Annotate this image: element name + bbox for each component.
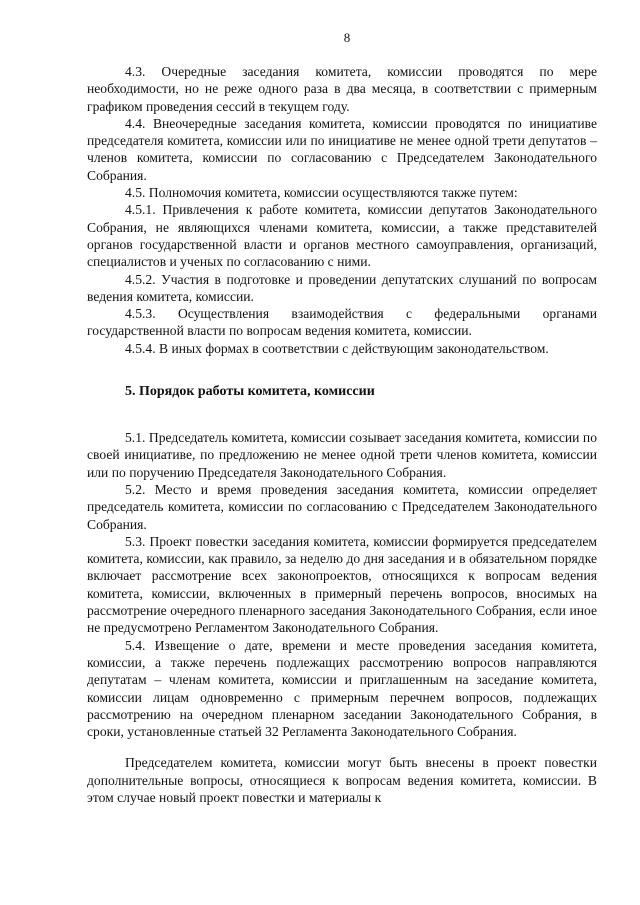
paragraph-5-3: 5.3. Проект повестки заседания комитета, комиссии формируется председателем комитета, комиссии, как правило, за неделю до дня заседания и в обязательном порядке включает рассмотрение всех законопроектов, относящихся к вопросам ведения комитета, комиссии, включенных в примерный перечень вопросов, вносимых на рассмотрение очередного пленарного заседания Законодательного Собрания, если иное не предусмотрено Регламентом Законодательного Собрания. — [87, 533, 597, 636]
paragraph-4-3: 4.3. Очередные заседания комитета, комиссии проводятся по мере необходимости, но не реже одного раза в два месяца, в соответствии с примерным графиком проведения сессий в текущем году. — [87, 64, 597, 114]
paragraph-4-5-2: 4.5.2. Участия в подготовке и проведении депутатских слушаний по вопросам ведения комитета, комиссии. — [87, 271, 597, 304]
paragraph-continuation: Председателем комитета, комиссии могут быть внесены в проект повестки дополнительные вопросы, относящиеся к вопросам ведения комитета, комиссии. В этом случае новый проект повестки и материалы к — [87, 755, 597, 805]
paragraph-4-5-1: 4.5.1. Привлечения к работе комитета, комиссии депутатов Законодательного Собрания, не являющихся членами комитета, комиссии, а также представителей органов государственной власти и органов местного самоуправления, организаций, специалистов и ученых по согласованию с ними. — [87, 202, 597, 270]
page-number: 8 — [343, 30, 351, 45]
section-heading: 5. Порядок работы комитета, комиссии — [125, 384, 375, 400]
paragraph-4-5-4: 4.5.4. В иных формах в соответствии с действующим законодательством. — [125, 340, 549, 356]
paragraph-4-4: 4.4. Внеочередные заседания комитета, комиссии проводятся по инициативе председателя комитета, комиссии или по инициативе не менее одной трети депутатов – членов комитета, комиссии по согласованию с Председателем Законодательного Собрания. — [87, 115, 597, 183]
paragraph-5-4: 5.4. Извещение о дате, времени и месте проведения заседания комитета, комиссии, а также перечень подлежащих рассмотрению вопросов направляются депутатам – членам комитета, комиссии и приглашенным на заседание комитета, комиссии лицам одновременно с примерным перечнем вопросов, подлежащих рассмотрению на очередном пленарном заседании Законодательного Собрания, в сроки, установленные статьей 32 Регламента Законодательного Собрания. — [87, 637, 597, 740]
paragraph-4-5: 4.5. Полномочия комитета, комиссии осуществляются также путем: — [125, 185, 518, 201]
paragraph-4-5-3: 4.5.3. Осуществления взаимодействия с федеральными органами государственной власти по вопросам ведения комитета, комиссии. — [87, 306, 597, 339]
paragraph-5-1: 5.1. Председатель комитета, комиссии созывает заседания комитета, комиссии по своей инициативе, по предложению не менее одной трети членов комитета, комиссии или по поручению Председателя Законодательного Собрания. — [87, 430, 597, 480]
document-page — [87, 30, 597, 806]
paragraph-5-2: 5.2. Место и время проведения заседания комитета, комиссии определяет председатель комитета, комиссии по согласованию с Председателем Законодательного Собрания. — [87, 481, 597, 532]
